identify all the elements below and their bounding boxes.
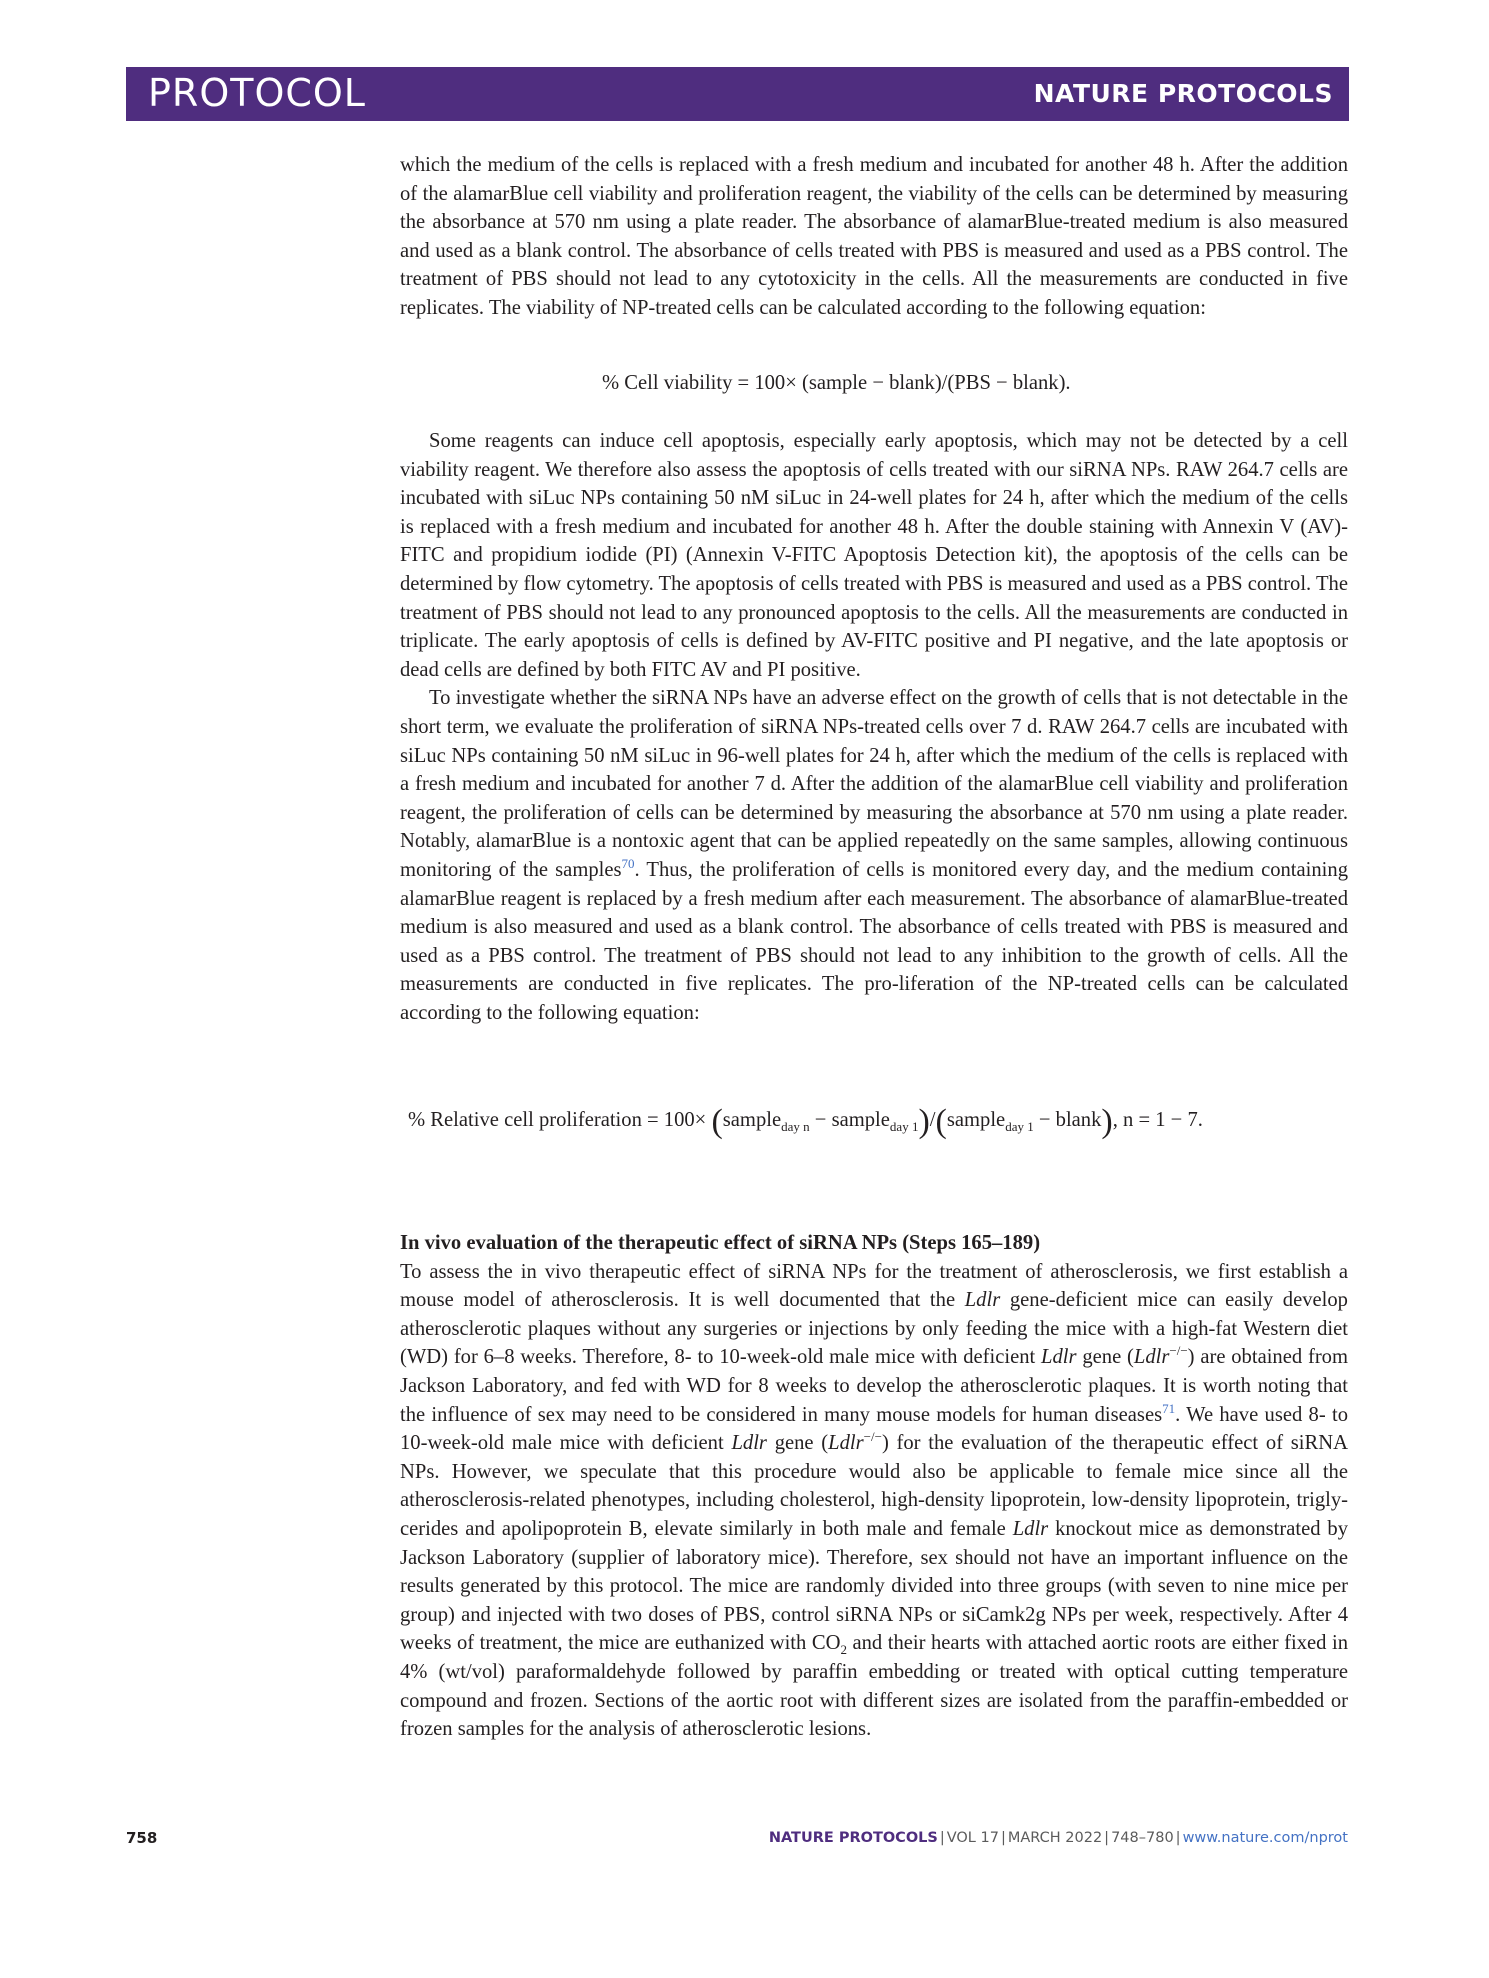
journal-name: NATURE PROTOCOLS	[1033, 79, 1333, 108]
body-paragraph: To investigate whether the siRNA NPs have an adverse effect on the growth of cells that is not detectable in the short term, we evaluate the proliferation of siRNA NPs-treated cells over 7 d. RAW 264.7 cells are incubated with siLuc NPs containing 50 nM siLuc in 96-well plates for 24 h, after which the medium of the cells is replaced with a fresh medium and incubated for another 7 d. After the addition of the alamarBlue cell viability and proliferation reagent, the proliferation of cells can be determined by measuring the absorbance at 570 nm using a plate reader. Notably, alamarBlue is a nontoxic agent that can be applied repeatedly on the same samples, allowing continuous monitoring of the samples$^{70}$. Thus, the proliferation of cells is monitored every day, and the medium containing alamarBlue reagent is replaced by a fresh medium after each measurement. The absorbance of alamarBlue-treated medium is also measured and used as a blank control. The absorbance of cells treated with PBS is measured and used as a PBS control. The treatment of PBS should not lead to any inhibition to the growth of cells. All the measurements are conducted in five replicates. The pro-liferation of the NP-treated cells can be calculated according to the following equation:	[400, 687, 1348, 1024]
body-paragraph: To assess the in vivo therapeutic effect of siRNA NPs for the treatment of atherosclerosis, we first establish a mouse model of atherosclerosis. It is well documented that the Ldlr gene-deficient mice can easily develop atherosclerotic plaques without any surgeries or injections by only feeding the mice with a high-fat Western diet (WD) for 6–8 weeks. Therefore, 8- to 10-week-old male mice with deficient Ldlr gene (Ldlr−/−) are obtained from Jackson Laboratory, and fed with WD for 8 weeks to develop the atherosclerotic plaques. It is worth noting that the influence of sex may need to be considered in many mouse models for human diseases$^{71}$. We have used 8- to 10-week-old male mice with deficient Ldlr gene (Ldlr−/−) for the evaluation of the therapeutic effect of siRNA NPs. However, we speculate that this procedure would also be applicable to female mice since all the atherosclerosis-related phenotypes, including cholesterol, high-density lipoprotein, low-density lipoprotein, trigly-cerides and apolipoprotein B, elevate similarly in both male and female Ldlr knockout mice as demonstrated by Jackson Laboratory (supplier of laboratory mice). Therefore, sex should not have an important influence on the results generated by this protocol. The mice are randomly divided into three groups (with seven to nine mice per group) and injected with two doses of PBS, control siRNA NPs or siCamk2g NPs per week, respectively. After 4 weeks of treatment, the mice are euthanized with $CO_2$ and their hearts with attached aortic roots are either fixed in 4% (wt/vol) paraformaldehyde followed by paraffin embedding or treated with optical cutting temperature compound and frozen. Sections of the aortic root with different sizes are isolated from the paraffin-embedded or frozen samples for the analysis of atherosclerotic lesions.	[400, 1260, 1348, 1741]
footer-citation: NATURE PROTOCOLS | VOL 17 | MARCH 2022 | 748–780 | www.nature.com/nprot	[768, 1830, 1348, 1846]
in-vivo-section	[400, 1229, 1348, 1744]
footer-journal: NATURE PROTOCOLS	[768, 1830, 938, 1846]
reference-link[interactable]: 71	[1162, 1400, 1176, 1416]
body-paragraph: which the medium of the cells is replaced with a fresh medium and incubated for another 48 h. After the addition of the alamarBlue cell viability and proliferation reagent, the viability of the cells can be determined by measuring the absorbance at 570 nm using a plate reader. The absorbance of alamarBlue-treated medium is also measured and used as a blank control. The absorbance of cells treated with PBS is measured and used as a PBS control. The treatment of PBS should not lead to any cytotoxicity in the cells. All the measurements are conducted in five replicates. The viability of NP-treated cells can be calculated according to the following equation:	[400, 154, 1348, 319]
footer-url-link[interactable]: www.nature.com/nprot	[1182, 1830, 1348, 1846]
page-header-bar	[126, 67, 1349, 121]
footer-pages: 748–780	[1111, 1830, 1174, 1846]
section-heading: In vivo evaluation of the therapeutic effect of siRNA NPs (Steps 165–189)	[400, 1232, 1041, 1254]
footer-volume: VOL 17	[946, 1830, 999, 1846]
paragraph-continuation	[400, 151, 1348, 323]
section-label: PROTOCOL	[148, 71, 366, 115]
page-number: 758	[126, 1829, 158, 1847]
body-paragraph: Some reagents can induce cell apoptosis, especially early apoptosis, which may not be detected by a cell viability reagent. We therefore also assess the apoptosis of cells treated with our siRNA NPs. RAW 264.7 cells are incubated with siLuc NPs containing 50 nM siLuc in 24-well plates for 24 h, after which the medium of the cells is replaced with a fresh medium and incubated for another 48 h. After the double staining with Annexin V (AV)-FITC and propidium iodide (PI) (Annexin V-FITC Apoptosis Detection kit), the apoptosis of the cells can be determined by flow cytometry. The apoptosis of cells treated with PBS is measured and used as a PBS control. The treatment of PBS should not lead to any pronounced apoptosis to the cells. All the measurements are conducted in triplicate. The early apoptosis of cells is defined by AV-FITC positive and PI negative, and the late apoptosis or dead cells are defined by both FITC AV and PI positive.	[400, 430, 1348, 681]
footer-date: MARCH 2022	[1007, 1830, 1103, 1846]
reference-link[interactable]: 70	[621, 856, 635, 872]
equation-relative-proliferation: % Relative cell proliferation = 100× (sample$_{day n}$ − sample$_{day 1}$)/(sample$_{day 1}$ − blank), n = 1 − 7.	[408, 1103, 1203, 1140]
apoptosis-section	[400, 427, 1348, 1027]
equation-cell-viability: % Cell viability = 100× (sample − blank)/(PBS − blank).	[602, 372, 1071, 394]
